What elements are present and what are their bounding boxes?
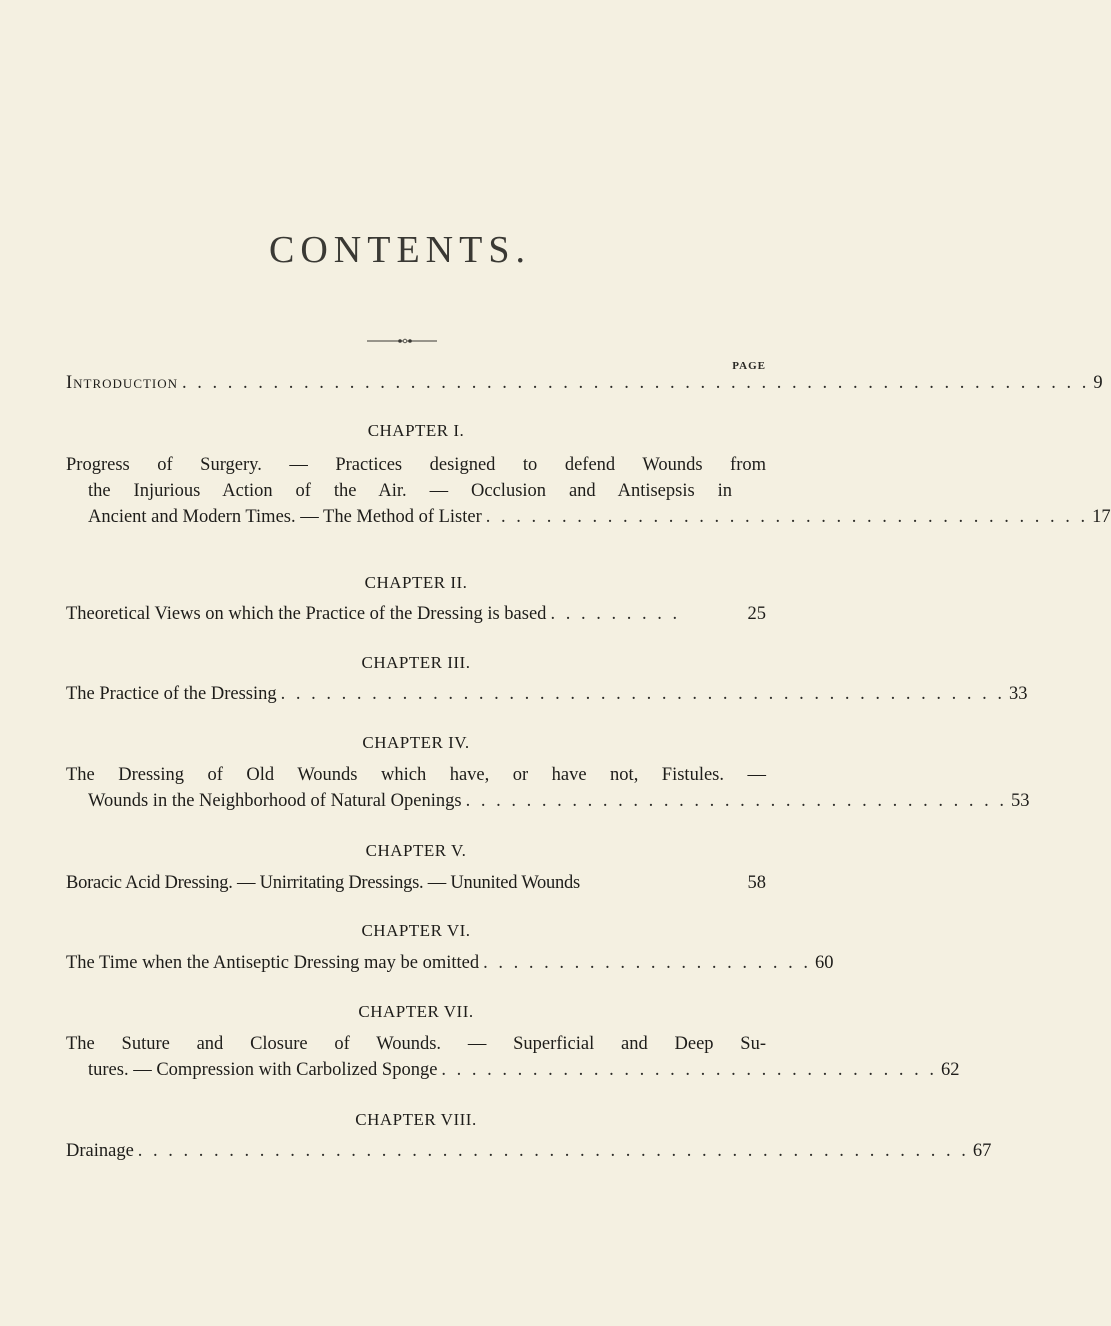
toc-entry-text: Boracic Acid Dressing. — Unirritating Dressings. — Ununited Wounds [66, 873, 580, 893]
toc-page-number: 17 [1092, 507, 1111, 527]
toc-entry-text: The Time when the Antiseptic Dressing may be omitted [66, 953, 480, 973]
toc-page-number: 33 [1009, 684, 1028, 704]
toc-entry-chapter-3 [66, 681, 1028, 707]
page-column-label: PAGE [732, 360, 766, 372]
chapter-heading: CHAPTER VIII. [355, 1110, 477, 1129]
toc-entry-text: The Dressing of Old Wounds which have, or have not, Fistules. — [66, 765, 766, 785]
toc-entry-chapter-5 [66, 870, 766, 896]
toc-entry-text: Progress of Surgery. — Practices designed to defend Wounds from [66, 455, 766, 475]
leader-dots: . . . . . . . . . . . . . . . . . . . . . . . . . . . . . . . . . . . . . . . . . . . . . . . . . . . . . . . [137, 1141, 969, 1161]
page-title: CONTENTS. [269, 229, 531, 271]
toc-entry-label: Introduction [66, 373, 179, 393]
toc-entry-text: Theoretical Views on which the Practice of the Dressing is based [66, 604, 547, 624]
leader-dots: . . . . . . . . . . . . . . . . . . . . . . . . . . . . . . . . . [441, 1060, 938, 1080]
toc-page-number: 67 [972, 1141, 992, 1161]
leader-dots: . . . . . . . . . . . . . . . . . . . . . . [483, 953, 811, 973]
chapter-heading: CHAPTER III. [361, 653, 471, 672]
toc-entry-introduction [66, 370, 1103, 396]
toc-entry-chapter-2 [66, 601, 766, 627]
leader-dots: . . . . . . . . . [550, 604, 681, 624]
toc-page-number: 58 [747, 873, 766, 893]
toc-entry-text: Drainage [66, 1141, 134, 1161]
chapter-heading: CHAPTER V. [365, 841, 467, 860]
toc-page-number: 53 [1010, 791, 1030, 811]
chapter-heading: CHAPTER VII. [358, 1002, 474, 1021]
toc-page-number: 9 [1093, 373, 1103, 393]
chapter-heading: CHAPTER VI. [361, 921, 471, 940]
leader-dots: . . . . . . . . . . . . . . . . . . . . . . . . . . . . . . . . . . . . . . . . [485, 507, 1089, 527]
toc-entry-text: The Practice of the Dressing [66, 684, 277, 704]
toc-page-number: 60 [815, 953, 834, 973]
chapter-heading: CHAPTER I. [367, 421, 465, 440]
toc-entry-chapter-6 [66, 950, 834, 976]
toc-entry-chapter-7 [66, 1031, 960, 1083]
toc-entry-text: the Injurious Action of the Air. — Occlusion and Antisepsis in [88, 481, 732, 501]
toc-entry-chapter-1 [66, 452, 1111, 530]
toc-entry-chapter-8 [66, 1138, 992, 1164]
toc-page-number: 62 [941, 1060, 960, 1080]
toc-entry-chapter-4 [66, 762, 1030, 814]
toc-entry-text: Ancient and Modern Times. — The Method of Lister [88, 507, 482, 527]
toc-entry-text: Wounds in the Neighborhood of Natural Openings [88, 791, 462, 811]
toc-page-number: 25 [747, 604, 766, 624]
leader-dots: . . . . . . . . . . . . . . . . . . . . . . . . . . . . . . . . . . . . . . . . . . . . . . . . [280, 684, 1005, 704]
chapter-heading: CHAPTER II. [364, 573, 468, 592]
chapter-heading: CHAPTER IV. [362, 733, 470, 752]
leader-dots: . . . . . . . . . . . . . . . . . . . . . . . . . . . . . . . . . . . . [465, 791, 1007, 811]
ornament-divider [367, 339, 437, 343]
toc-entry-text: tures. — Compression with Carbolized Sponge [88, 1060, 438, 1080]
leader-dots: . . . . . . . . . . . . . . . . . . . . . . . . . . . . . . . . . . . . . . . . . . . . . . . . . . . . . . . . . . . . [182, 373, 1090, 393]
toc-entry-text: The Suture and Closure of Wounds. — Superficial and Deep Su- [66, 1034, 766, 1054]
